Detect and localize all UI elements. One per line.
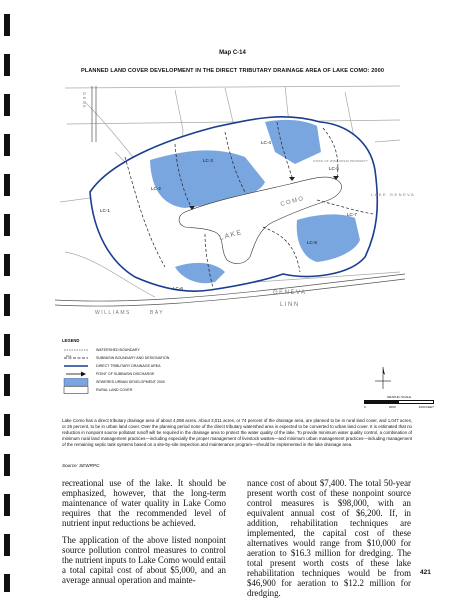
county-road: [92, 86, 96, 142]
subbasin-lc4: LC-4: [261, 140, 271, 145]
legend-subbasin: [62, 354, 262, 362]
legend-title: LEGEND: [62, 338, 80, 343]
scale-title: GRAPHIC SCALE: [386, 395, 412, 399]
body-paragraph: The application of the above listed nonpoint source pollution control measures to control the nutrient inputs to Lake Como would entail a total capital cost of about $5,000, and an average annual operation and mainte-: [62, 535, 226, 585]
scale-label-1: 2000: [388, 405, 396, 409]
legend-label: POINT OF SUBBASIN DISCHARGE: [96, 372, 155, 376]
legend-label: WATERSHED BOUNDARY: [96, 348, 140, 352]
subbasin-lc3: LC-3: [203, 158, 213, 163]
scale-label-0: 0: [364, 405, 366, 409]
watershed-line-icon: [62, 346, 90, 354]
body-column-right: [247, 478, 411, 605]
legend-label: DIRECT TRIBUTARY DRAINAGE AREA: [96, 364, 161, 368]
place-williams: WILLIAMS: [95, 310, 131, 316]
map-source: Source: SEWRPC.: [62, 463, 101, 468]
map-caption: Lake Como has a direct tributary drainage area of about 4,058 acres. About 3,011 acres, or 74 percent of the drainage area, are planned to be in rural land cover, and 1,047 acres, or 26 percent, to be in urban land cover. Over the planning period none of the direct tributary watershed area is expected to be converted to urban land cover. It is estimated that no reduction in nonpoint source pollutant runoff will be required in the drainage area to protect the water quality of the lake. To provide minimum water quality control, a combination of minimum rural land management practices—including especially the proper management of livestock wastes—and minimum urban management practices—including management of the remaining septic tank systems based on a site-by-site inspection and maintenance program—should be implemented in the lake drainage area.: [62, 418, 412, 447]
page-number: 421: [420, 569, 431, 576]
map-label: Map C-14: [219, 50, 246, 56]
subbasin-lc8: LC-8: [307, 240, 317, 245]
place-lake-geneva: LAKE GENEVA: [371, 192, 416, 197]
map-title: PLANNED LAND COVER DEVELOPMENT IN THE DIRECT TRIBUTARY DRAINAGE AREA OF LAKE COMO: 2000: [80, 68, 385, 74]
legend-discharge: [62, 370, 262, 378]
legend-watershed: [62, 346, 262, 354]
subbasin-lc7: LC-7: [347, 212, 357, 217]
subbasin-lc1: LC-1: [100, 208, 110, 213]
urban-swatch-icon: [62, 378, 90, 386]
subbasin-lc5: LC-5: [329, 166, 339, 171]
rural-swatch-icon: [62, 386, 90, 394]
legend-label: SUBBASIN BOUNDARY AND DESIGNATION: [96, 356, 170, 360]
drainage-map: [55, 82, 416, 322]
place-linn: LINN: [280, 302, 300, 308]
scale-label-2: 4000 FEET: [418, 405, 434, 409]
lake-label-1: LAKE: [218, 228, 244, 242]
discharge-arrow-icon: [62, 370, 90, 378]
legend-drainage: [62, 362, 262, 370]
place-gene: GENE: [82, 92, 87, 110]
legend-label: SEWERED URBAN DEVELOPMENT 2000: [96, 380, 165, 384]
legend-urban: [62, 378, 262, 386]
lake-label-2: COMO: [279, 195, 306, 208]
legend-rural: [62, 386, 262, 394]
svg-text:LC-1: LC-1: [66, 355, 72, 358]
body-paragraph: recreational use of the lake. It should be emphasized, however, that the long-term maintenance of water quality in Lake Como requires that the recommended level of nutrient input reductions be achieved.: [62, 478, 226, 528]
subbasin-lc6: LC-6: [173, 286, 183, 291]
north-arrow-icon: [373, 365, 393, 391]
subbasin-lc2: LC-2: [151, 186, 161, 191]
body-column-left: [62, 478, 226, 592]
drainage-line-icon: [62, 362, 90, 370]
map-legend: [62, 338, 262, 394]
place-bay: BAY: [150, 310, 165, 316]
state-property: STATE OF WISCONSIN PROPERTY: [313, 159, 369, 163]
graphic-scale: [364, 395, 434, 409]
subbasin-line-icon: [62, 354, 90, 362]
body-paragraph: nance cost of about $7,400. The total 50-year present worth cost of these nonpoint source control measures is $98,000, with an equivalent annual cost of $6,200. If, in addition, rehabilitation techniques are implemented, the capital cost of these alternatives would range from $10,000 for aeration to $16.3 million for dredging. The total present worth costs of these lake rehabilitation techniques would be from $46,900 for aeration to $12.2 million for dredging.: [247, 478, 411, 598]
legend-label: RURAL LAND COVER: [96, 388, 133, 392]
place-geneva: GENEVA: [273, 290, 307, 296]
